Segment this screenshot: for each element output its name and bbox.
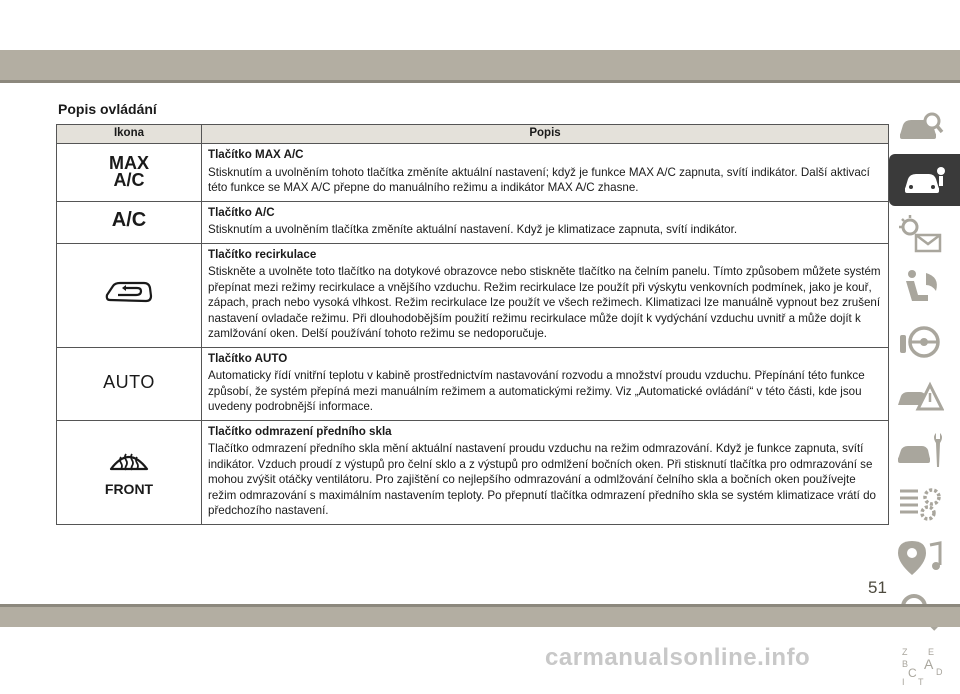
description-cell — [202, 201, 889, 243]
ac-icon — [57, 201, 202, 243]
top-margin — [0, 0, 960, 50]
section-title: Popis ovládání — [58, 101, 157, 117]
seat-airbag-icon — [896, 267, 944, 309]
max-ac-icon — [57, 144, 202, 202]
table-row — [57, 243, 889, 347]
car-wrench-icon — [896, 429, 944, 471]
warning-light-envelope-icon — [896, 213, 944, 255]
row-text: Tlačítko odmrazení předního skla mění aktuální nastavení proudu vzduchu na režim odmrazování. Když je funkce zapnuta, svítí indikátor. Vzduch proudí z výstupů pro čelní sklo a z výstupů pro odmlžení bočních oken. Při stisknutí tlačítka pro odmrazování se mohou zvýšit otáčky ventilátoru. Pro zajištění co nejlepšího odmrazování a odmlžování čelního skla a bočních oken používejte režim odmrazování s maximálním nastavením teploty. Po přepnutí tlačítka odmrazení předního skla se systém klimatizace vrátí do předchozího nastavení. — [208, 442, 876, 517]
watermark: carmanualsonline.info — [545, 644, 811, 671]
svg-text:I: I — [902, 677, 905, 687]
description-cell — [202, 144, 889, 202]
auto-icon — [57, 347, 202, 420]
controls-table — [56, 124, 889, 525]
front-defrost-cell — [57, 420, 202, 524]
car-magnifier-icon — [896, 105, 944, 147]
row-title: Tlačítko odmrazení předního skla — [208, 424, 392, 438]
header-description: Popis — [202, 125, 889, 144]
table-row — [57, 144, 889, 202]
tab-emergency[interactable] — [889, 370, 951, 422]
tab-servicing[interactable] — [889, 424, 951, 476]
svg-text:E: E — [928, 647, 935, 657]
bottom-decorative-bar — [0, 607, 960, 627]
tab-starting-driving[interactable] — [889, 316, 951, 368]
svg-text:T: T — [918, 677, 924, 687]
music-navigation-icon — [896, 537, 944, 579]
auto-label: AUTO — [103, 371, 155, 392]
row-text: Stisknutím a uvolněním tlačítka změníte aktuální nastavení. Když je klimatizace zapnuta, svítí indikátor. — [208, 223, 738, 236]
tab-technical-specs[interactable] — [889, 478, 951, 530]
front-label: FRONT — [104, 481, 154, 497]
row-text: Automaticky řídí vnitřní teplotu v kabině prostřednictvím nastavování rozvodu a množství proudu vzduchu. Přepínání této funkce způsobí, že systém přepíná mezi manuálním režimem a automatickými režimy. Viz „Automatické ovládání“ v této části, kde jsou uvedeny podrobnější informace. — [208, 369, 865, 413]
tab-multimedia[interactable] — [889, 532, 951, 584]
table-row — [57, 201, 889, 243]
car-breakdown-triangle-icon — [896, 375, 944, 417]
header-icon: Ikona — [57, 125, 202, 144]
ac-label: A/C — [111, 209, 147, 232]
document-gears-icon — [896, 483, 944, 525]
steering-wheel-key-icon — [896, 321, 944, 363]
svg-text:C: C — [908, 666, 917, 680]
alphabet-index-icon — [896, 645, 944, 687]
row-title: Tlačítko recirkulace — [208, 247, 317, 261]
tab-warning-lights[interactable] — [889, 208, 951, 260]
car-info-icon — [901, 159, 949, 201]
description-cell — [202, 420, 889, 524]
description-cell — [202, 243, 889, 347]
top-decorative-bar — [0, 50, 960, 80]
recirculation-icon — [104, 280, 154, 306]
tab-index[interactable] — [889, 640, 951, 692]
table-row — [57, 420, 889, 524]
tab-safety[interactable] — [889, 262, 951, 314]
svg-text:A: A — [924, 656, 934, 672]
tab-car-inspection[interactable] — [889, 100, 951, 152]
row-text: Stiskněte a uvolněte toto tlačítko na dotykové obrazovce nebo stiskněte tlačítko na čelním panelu. Tímto způsobem můžete systém přepínat mezi režimy recirkulace a vnějšího vzduchu. Režim recirkulace lze použít při výskytu venkovních podmínek, jako je kouř, zápach, prach nebo vysoká vlhkost. Režim recirkulace lze použít ve všech režimech. Klimatizaci lze manuálně vypnout bez zrušení nastavení ovladače režimu. Při dlouhodobějším použití režimu recirkulace může dojít k vydýchání vzduchu uvnitř a může dojít k zamlžování oken. Delší používání tohoto režimu se nedoporučuje. — [208, 265, 881, 340]
page-number: 51 — [868, 578, 887, 597]
svg-text:D: D — [936, 667, 943, 677]
table-row — [57, 347, 889, 420]
description-cell — [202, 347, 889, 420]
tab-car-info[interactable] — [889, 154, 960, 206]
row-title: Tlačítko AUTO — [208, 351, 288, 365]
top-divider — [0, 80, 960, 83]
table-header-row — [57, 125, 889, 144]
row-text: Stisknutím a uvolněním tohoto tlačítka změníte aktuální nastavení; když je funkce MAX A/C zapnuta, svítí indikátor. Další aktivací této funkce se MAX A/C přepne do manuálního režimu a indikátor MAX A/C zhasne. — [208, 165, 870, 194]
front-defrost-icon — [107, 447, 151, 477]
row-title: Tlačítko A/C — [208, 205, 275, 219]
row-title: Tlačítko MAX A/C — [208, 148, 304, 161]
recirculation-cell — [57, 243, 202, 347]
svg-text:B: B — [902, 659, 909, 669]
svg-text:Z: Z — [902, 647, 908, 657]
max-ac-label: MAX A/C — [109, 153, 149, 191]
